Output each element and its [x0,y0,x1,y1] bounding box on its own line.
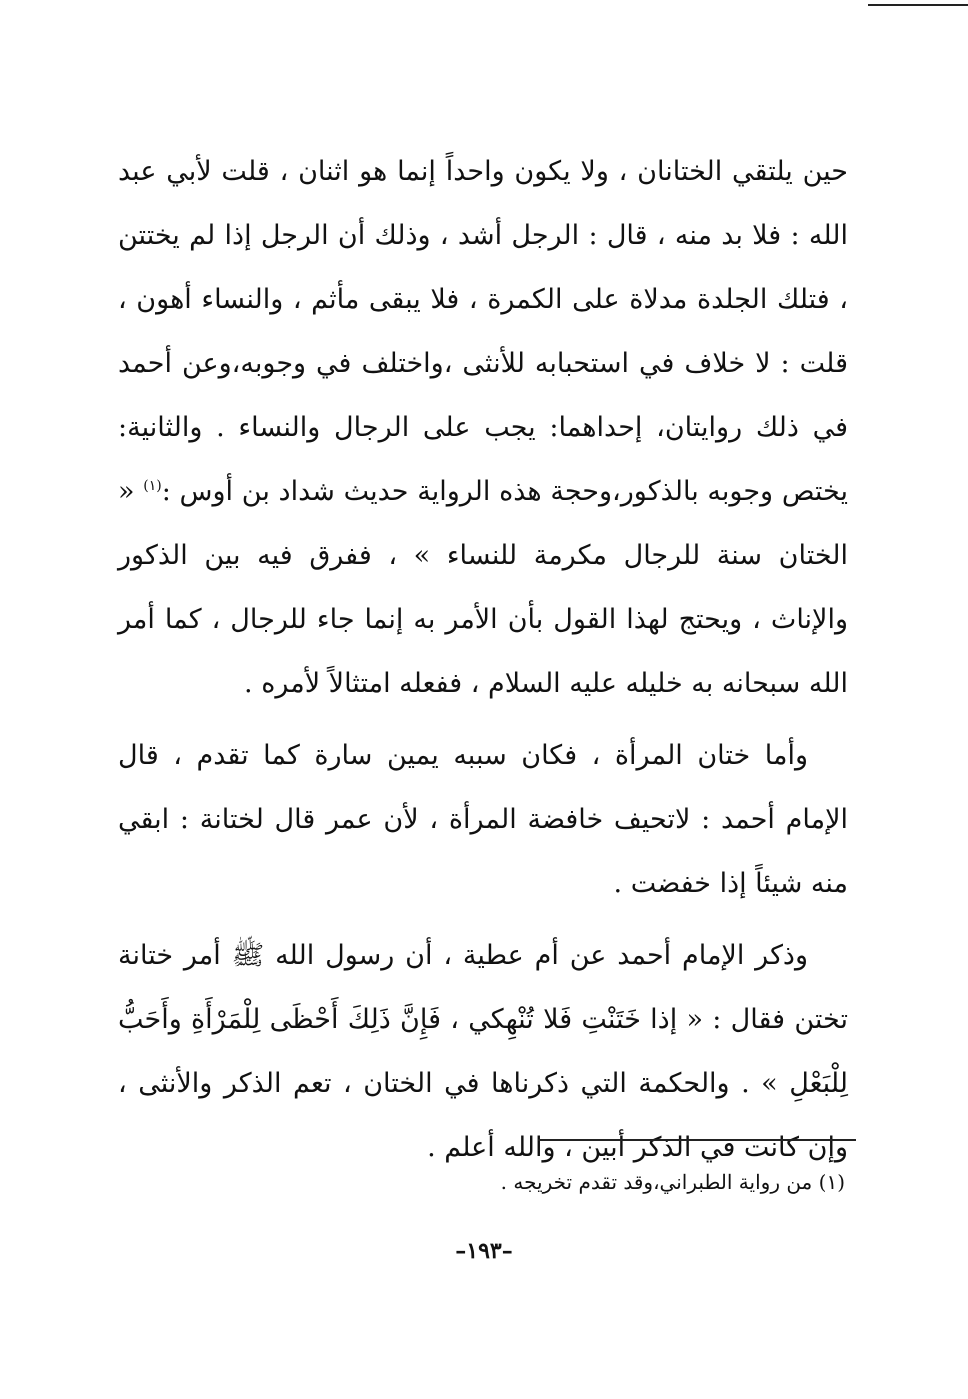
footnote-marker: (١) [143,478,162,494]
footnote: (١) من رواية الطبراني،وقد تقدم تخريجه . [500,1170,845,1194]
paragraph-1-text: حين يلتقي الختانان ، ولا يكون واحداً إنما هو اثنان ، قلت لأبي عبد الله : فلا بد منه ، قال : الرجل أشد ، وذلك أن الرجل إذا لم يختتن ، فتلك الجلدة مدلاة على الكمرة ، فلا يبقى مأثم ، والنساء أهون ، قلت : لا خلاف في استحبابه للأنثى ،واختلف في وجوبه،وعن أحمد في ذلك روايتان، إحداهما: يجب على الرجال والنساء . والثانية: يختص وجوبه بالذكور،وحجة هذه الرواية حديث شداد بن أوس : [118,156,848,507]
main-text [118,140,848,1180]
top-rule [868,4,968,6]
paragraph-1 [118,140,848,716]
page-number: –١٩٣– [455,1238,513,1264]
paragraph-3: وذكر الإمام أحمد عن أم عطية ، أن رسول الله ﷺ أمر ختانة تختن فقال : « إذا خَتَنْتِ فَلا تُنْهِكي ، فَإِنَّ ذَلِكَ أَحْظَى لِلْمَرْأَةِ وأَحَبُّ لِلْبَعْلِ » . والحكمة التي ذكرناها في الختان ، تعم الذكر والأنثى ، وإن كانت في الذكر أبين ، والله أعلم . [118,940,848,1163]
footnote-divider [538,1139,856,1141]
paragraph-1-text-continued: « الختان سنة للرجال مكرمة للنساء » ، ففرق فيه بين الذكور والإناث ، ويحتج لهذا القول بأن الأمر به إنما جاء للرجال ، كما أمر الله سبحانه به خليله عليه السلام ، ففعله امتثالاً لأمره . [118,476,848,699]
paragraph-2: وأما ختان المرأة ، فكان سببه يمين سارة كما تقدم ، قال الإمام أحمد : لاتحيف خافضة المرأة ، لأن عمر قال لختانة : ابقي منه شيئاً إذا خفضت . [118,740,848,899]
